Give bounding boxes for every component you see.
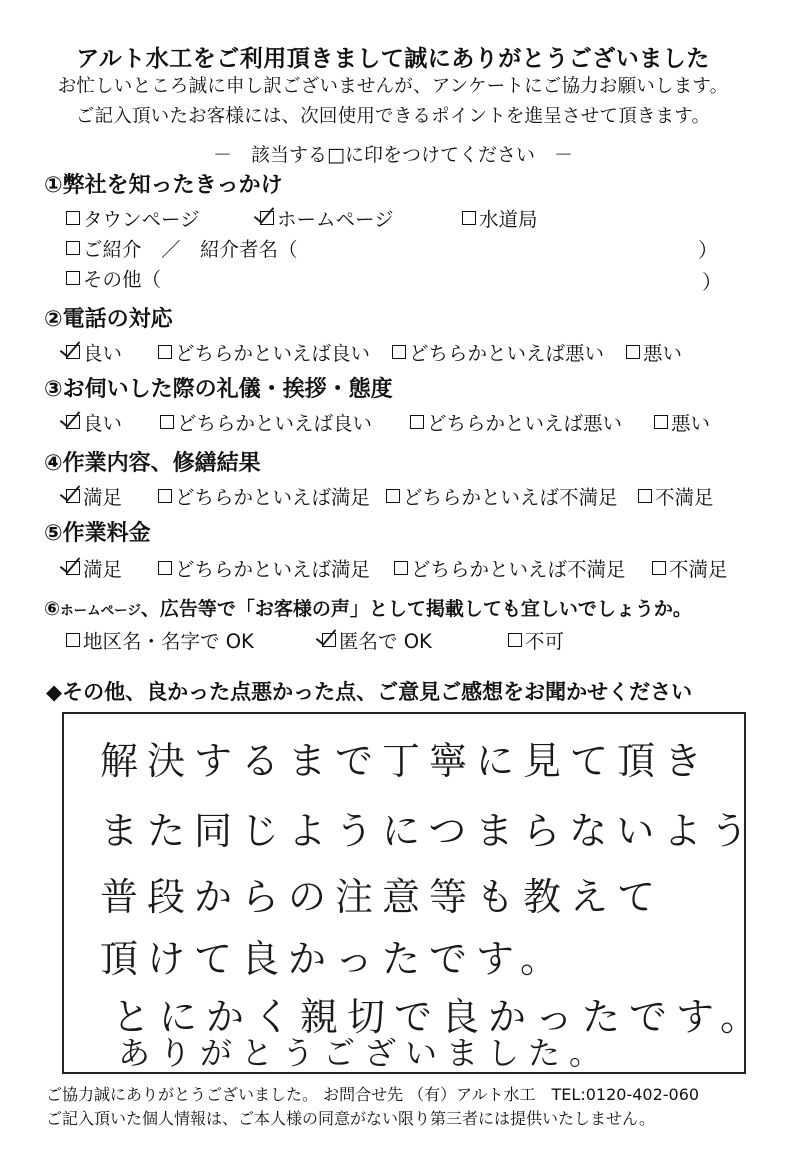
q5-option-somewhat-unsatisfied[interactable] bbox=[394, 554, 652, 582]
option-label: どちらかといえば良い bbox=[177, 412, 373, 435]
checkbox[interactable] bbox=[462, 211, 476, 225]
survey-title: アルト水工をご利用頂きまして誠にありがとうございました bbox=[76, 46, 710, 72]
option-label: 不満足 bbox=[669, 558, 728, 581]
q4-option-somewhat-unsatisfied[interactable] bbox=[386, 482, 638, 510]
q5-options bbox=[66, 554, 728, 582]
option-label: 良い bbox=[83, 342, 123, 365]
option-label: 満足 bbox=[83, 558, 123, 581]
checkbox[interactable] bbox=[66, 633, 80, 647]
option-label: ホームページ bbox=[277, 208, 394, 231]
q1-heading: ①弊社を知ったきっかけ bbox=[44, 173, 283, 198]
q6-number: ⑥ bbox=[44, 598, 61, 620]
referral-close-paren: ） bbox=[698, 238, 718, 262]
checkbox-checked[interactable] bbox=[322, 633, 336, 647]
q4-option-somewhat-satisfied[interactable] bbox=[158, 482, 386, 510]
option-label: 水道局 bbox=[479, 208, 538, 231]
other-label: その他（ bbox=[83, 268, 162, 291]
q1-option-townpage[interactable] bbox=[66, 204, 260, 232]
other-close-paren: ） bbox=[702, 270, 722, 294]
option-label: どちらかといえば悪い bbox=[427, 412, 623, 435]
checkbox[interactable] bbox=[66, 241, 80, 255]
handwritten-line-2: また同じようにつまらないよう bbox=[100, 809, 758, 853]
footer-privacy: ご記入頂いた個人情報は、ご本人様の同意がない限り第三者には提供いたしません。 bbox=[46, 1109, 655, 1128]
q6-options bbox=[66, 626, 564, 654]
q2-heading: ②電話の対応 bbox=[44, 307, 173, 332]
option-label: どちらかといえば良い bbox=[175, 342, 371, 365]
option-label: 不可 bbox=[525, 630, 565, 653]
checkbox[interactable] bbox=[626, 345, 640, 359]
instruction-line: － 該当する□に印をつけてください － bbox=[213, 144, 573, 166]
q3-option-bad[interactable] bbox=[654, 408, 710, 436]
q2-option-good[interactable] bbox=[66, 338, 158, 366]
checkbox-checked[interactable] bbox=[66, 415, 80, 429]
q3-option-good[interactable] bbox=[66, 408, 160, 436]
checkbox-checked[interactable] bbox=[66, 489, 80, 503]
option-label: タウンページ bbox=[83, 208, 200, 231]
q6-heading-text: 、広告等で「お客様の声」として掲載しても宜しいでしょうか。 bbox=[140, 598, 692, 620]
checkbox[interactable] bbox=[392, 345, 406, 359]
checkbox[interactable] bbox=[158, 489, 172, 503]
checkbox[interactable] bbox=[394, 561, 408, 575]
checkbox[interactable] bbox=[654, 415, 668, 429]
q3-options bbox=[66, 408, 710, 436]
checkbox[interactable] bbox=[66, 211, 80, 225]
checkbox-checked[interactable] bbox=[260, 211, 274, 225]
option-label: 良い bbox=[83, 412, 123, 435]
checkbox-checked[interactable] bbox=[66, 345, 80, 359]
q2-option-somewhat-good[interactable] bbox=[158, 338, 392, 366]
option-label: 悪い bbox=[643, 342, 683, 365]
q2-options bbox=[66, 338, 682, 366]
q6-homepage-small: ホームページ bbox=[60, 603, 141, 619]
q4-heading: ④作業内容、修繕結果 bbox=[44, 451, 261, 476]
intro-line-2: ご記入頂いたお客様には、次回使用できるポイントを進呈させて頂きます。 bbox=[75, 106, 711, 127]
q2-option-bad[interactable] bbox=[626, 338, 682, 366]
handwritten-line-1: 解決するまで丁寧に見て頂き bbox=[100, 739, 712, 783]
option-label: どちらかといえば悪い bbox=[409, 342, 605, 365]
q4-option-unsatisfied[interactable] bbox=[638, 482, 714, 510]
option-label: 悪い bbox=[671, 412, 711, 435]
option-label: どちらかといえば満足 bbox=[175, 558, 371, 581]
q6-heading bbox=[44, 594, 692, 621]
checkbox[interactable] bbox=[386, 489, 400, 503]
checkbox[interactable] bbox=[160, 415, 174, 429]
q1-other-row[interactable] bbox=[66, 264, 161, 292]
option-label: 満足 bbox=[83, 486, 123, 509]
q5-option-unsatisfied[interactable] bbox=[652, 554, 728, 582]
handwritten-line-5: とにかく親切で良かったです。 bbox=[112, 995, 767, 1039]
referral-label: ご紹介 ／ 紹介者名（ bbox=[83, 238, 298, 261]
q6-option-anonymous-ok[interactable] bbox=[322, 626, 508, 654]
option-label: どちらかといえば不満足 bbox=[403, 486, 618, 509]
q2-option-somewhat-bad[interactable] bbox=[392, 338, 626, 366]
option-label: どちらかといえば不満足 bbox=[411, 558, 626, 581]
checkbox[interactable] bbox=[158, 345, 172, 359]
checkbox[interactable] bbox=[652, 561, 666, 575]
option-label: 不満足 bbox=[655, 486, 714, 509]
option-label: どちらかといえば満足 bbox=[175, 486, 371, 509]
footer-contact: ご協力誠にありがとうございました。 お問合せ先 （有）アルト水工 TEL:0120-402-060 bbox=[46, 1085, 700, 1104]
q3-heading: ③お伺いした際の礼儀・挨拶・態度 bbox=[44, 377, 393, 402]
q6-option-name-ok[interactable] bbox=[66, 626, 322, 654]
q1-option-homepage[interactable] bbox=[260, 204, 462, 232]
q4-options bbox=[66, 482, 714, 510]
q1-options bbox=[66, 204, 538, 232]
handwritten-line-4: 頂けて良かったです。 bbox=[100, 937, 567, 981]
q3-option-somewhat-good[interactable] bbox=[160, 408, 410, 436]
intro-line-1: お忙しいところ誠に申し訳ございませんが、アンケートにご協力お願いします。 bbox=[57, 76, 729, 97]
q6-option-not-allowed[interactable] bbox=[508, 626, 564, 654]
comments-heading: ◆その他、良かった点悪かった点、ご意見ご感想をお聞かせください bbox=[46, 680, 693, 704]
q1-option-water-bureau[interactable] bbox=[462, 204, 538, 232]
q4-option-satisfied[interactable] bbox=[66, 482, 158, 510]
checkbox-checked[interactable] bbox=[66, 561, 80, 575]
option-label: 匿名で OK bbox=[339, 630, 432, 653]
checkbox[interactable] bbox=[410, 415, 424, 429]
handwritten-line-6: ありがとうございました。 bbox=[118, 1034, 611, 1072]
handwritten-line-3: 普段からの注意等も教えて bbox=[100, 875, 665, 919]
q3-option-somewhat-bad[interactable] bbox=[410, 408, 654, 436]
q5-heading: ⑤作業料金 bbox=[44, 521, 151, 546]
q1-referral-row[interactable] bbox=[66, 234, 298, 262]
checkbox[interactable] bbox=[158, 561, 172, 575]
option-label: 地区名・名字で OK bbox=[83, 630, 254, 653]
checkbox[interactable] bbox=[508, 633, 522, 647]
checkbox[interactable] bbox=[66, 271, 80, 285]
checkbox[interactable] bbox=[638, 489, 652, 503]
q5-option-satisfied[interactable] bbox=[66, 554, 158, 582]
q5-option-somewhat-satisfied[interactable] bbox=[158, 554, 394, 582]
